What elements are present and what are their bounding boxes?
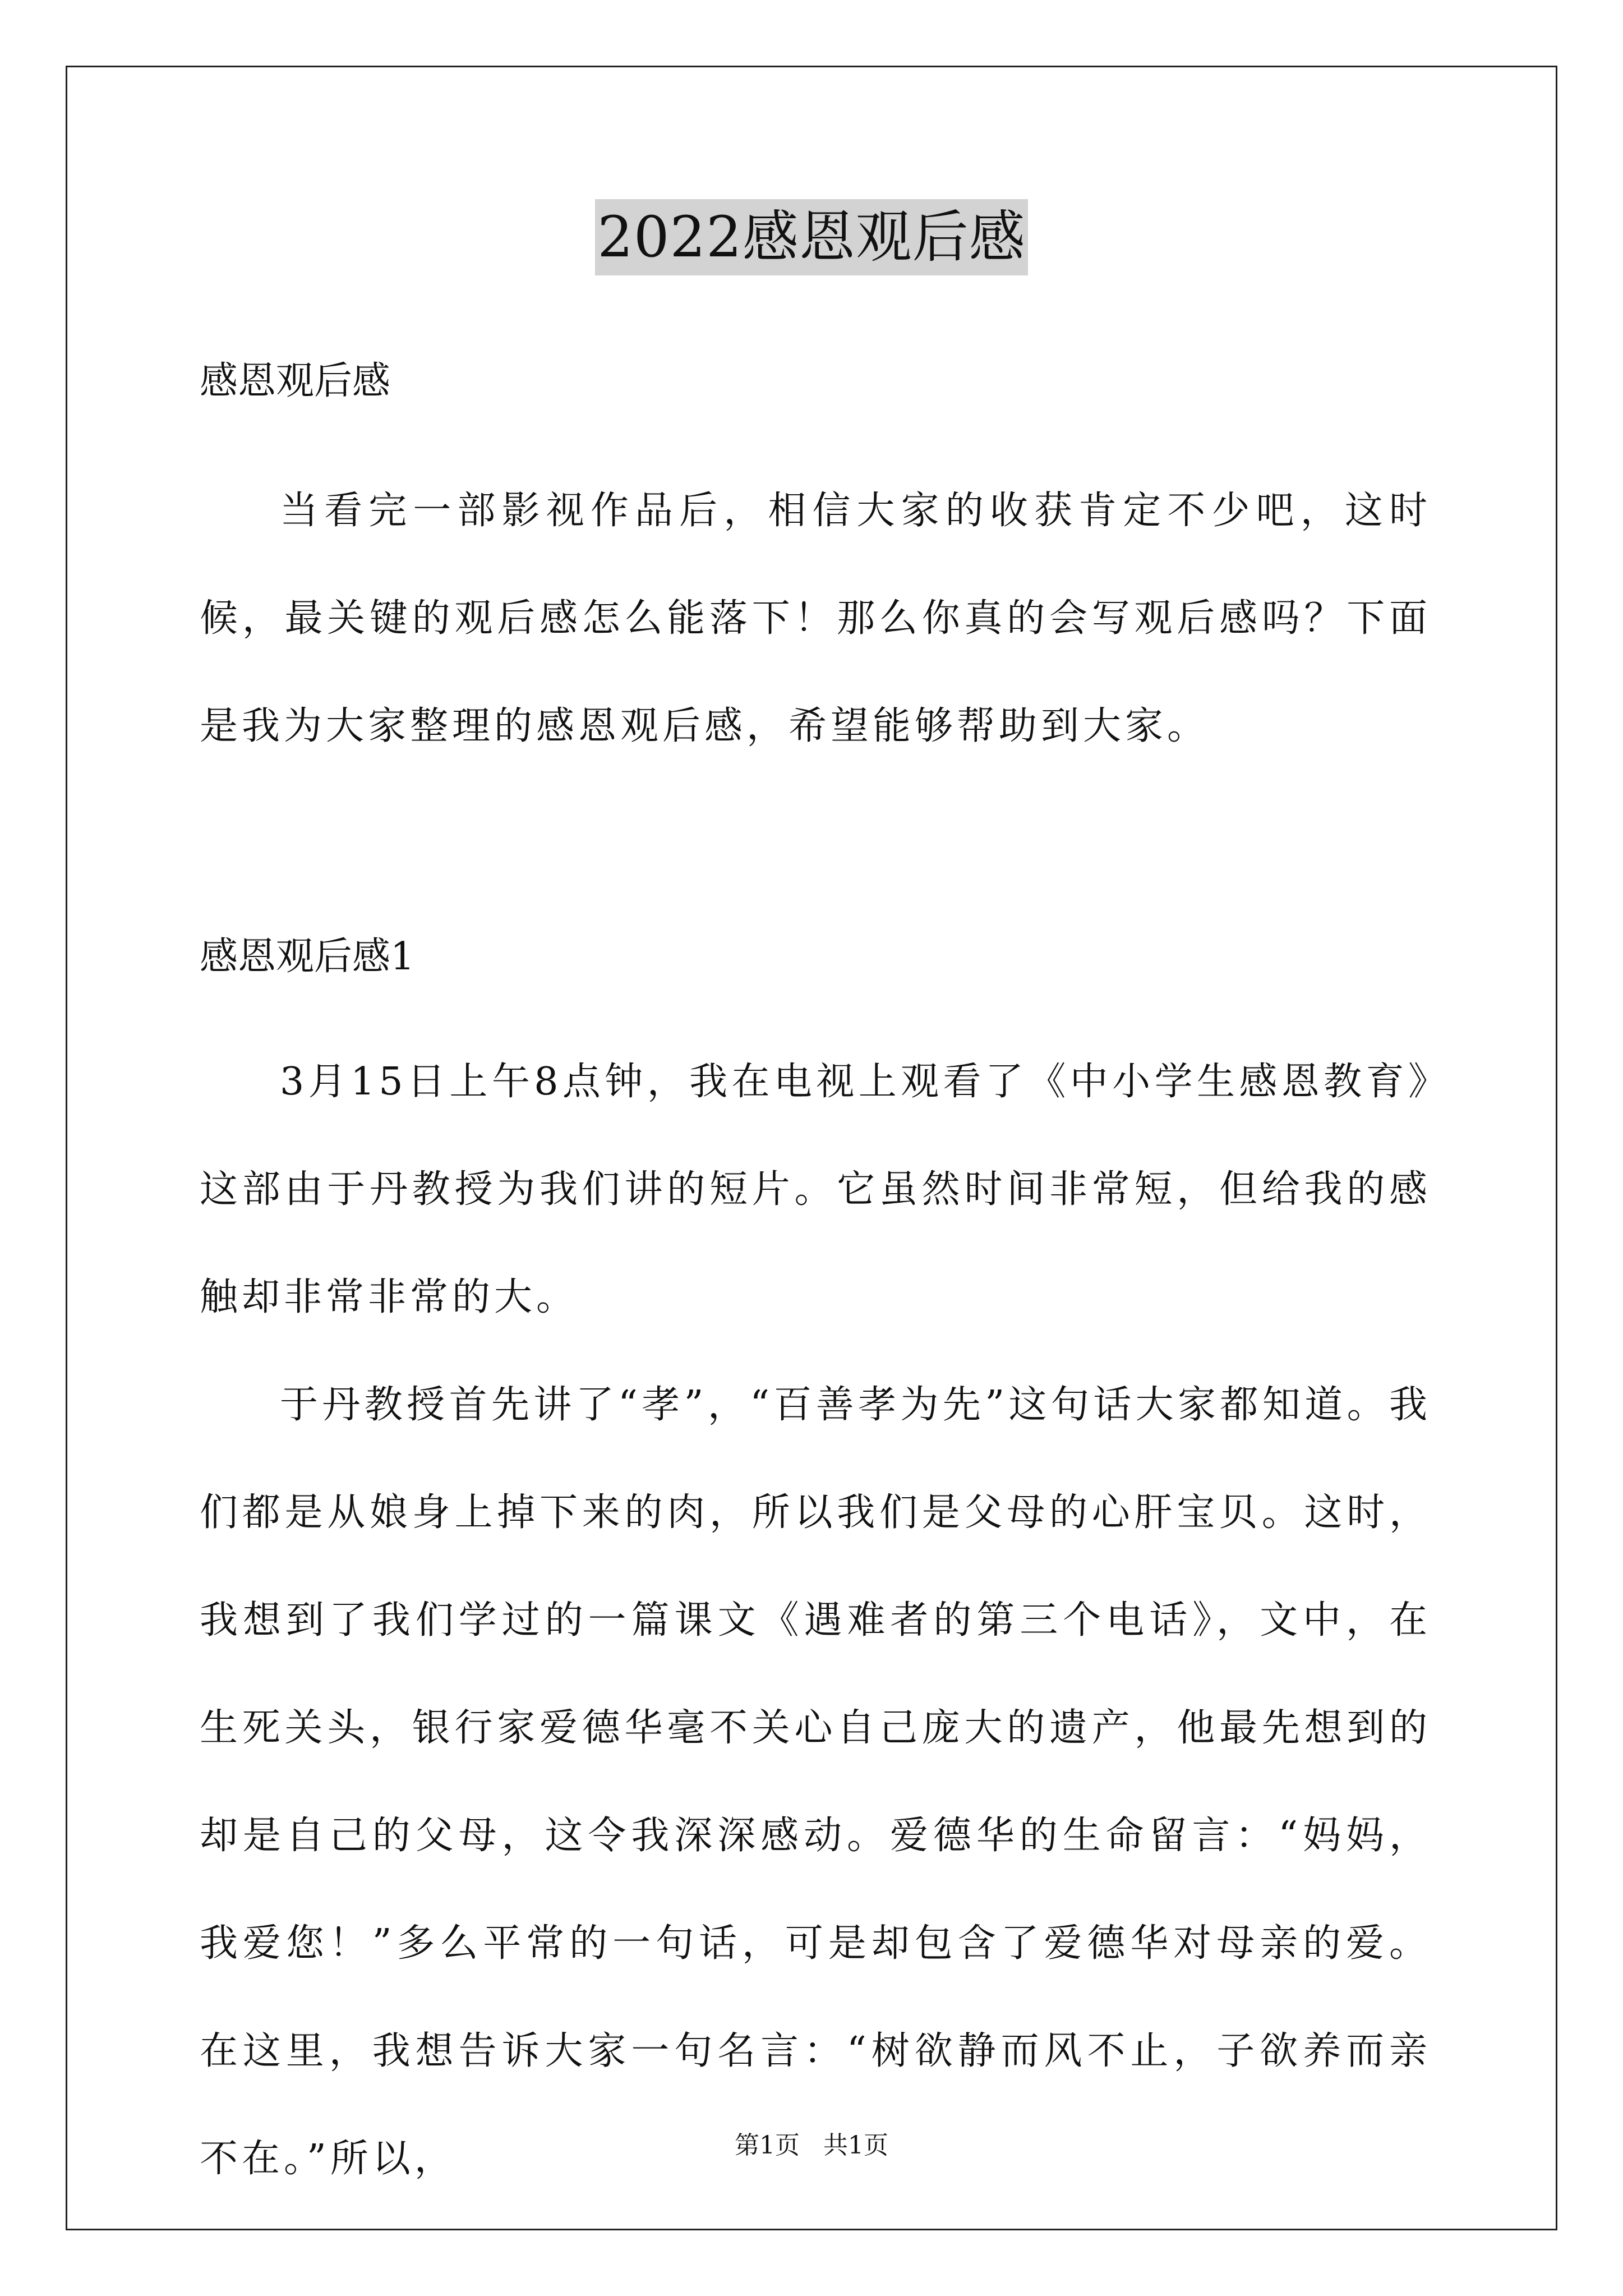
title-container [0,199,1623,275]
body-paragraph-1: 3月15日上午8点钟，我在电视上观看了《中小学生感恩教育》这部由于丹教授为我们讲的短片。它虽然时间非常短，但给我的感触却非常非常的大。 [200,1060,1431,1319]
page-footer: 第1页 共1页 [735,2131,888,2160]
document-title: 2022感恩观后感 [595,199,1028,275]
document-body [200,345,1431,2213]
section-heading: 感恩观后感1 [200,935,415,979]
body-paragraph-2: 于丹教授首先讲了“孝”，“百善孝为先”这句话大家都知道。我们都是从娘身上掉下来的肉，所以我们是父母的心肝宝贝。这时，我想到了我们学过的一篇课文《遇难者的第三个电话》，文中，在生死关头，银行家爱德华毫不关心自己庞大的遗产，他最先想到的却是自己的父母，这令我深深感动。爱德华的生命留言：“妈妈，我爱您！”多么平常的一句话，可是却包含了爱德华对母亲的爱。在这里，我想告诉大家一句名言：“树欲静而风不止，子欲养而亲不在。”所以， [200,1383,1432,2181]
intro-paragraph: 当看完一部影视作品后，相信大家的收获肯定不少吧，这时候，最关键的观后感怎么能落下！那么你真的会写观后感吗？下面是我为大家整理的感恩观后感，希望能够帮助到大家。 [200,489,1431,748]
intro-heading: 感恩观后感 [200,359,391,403]
